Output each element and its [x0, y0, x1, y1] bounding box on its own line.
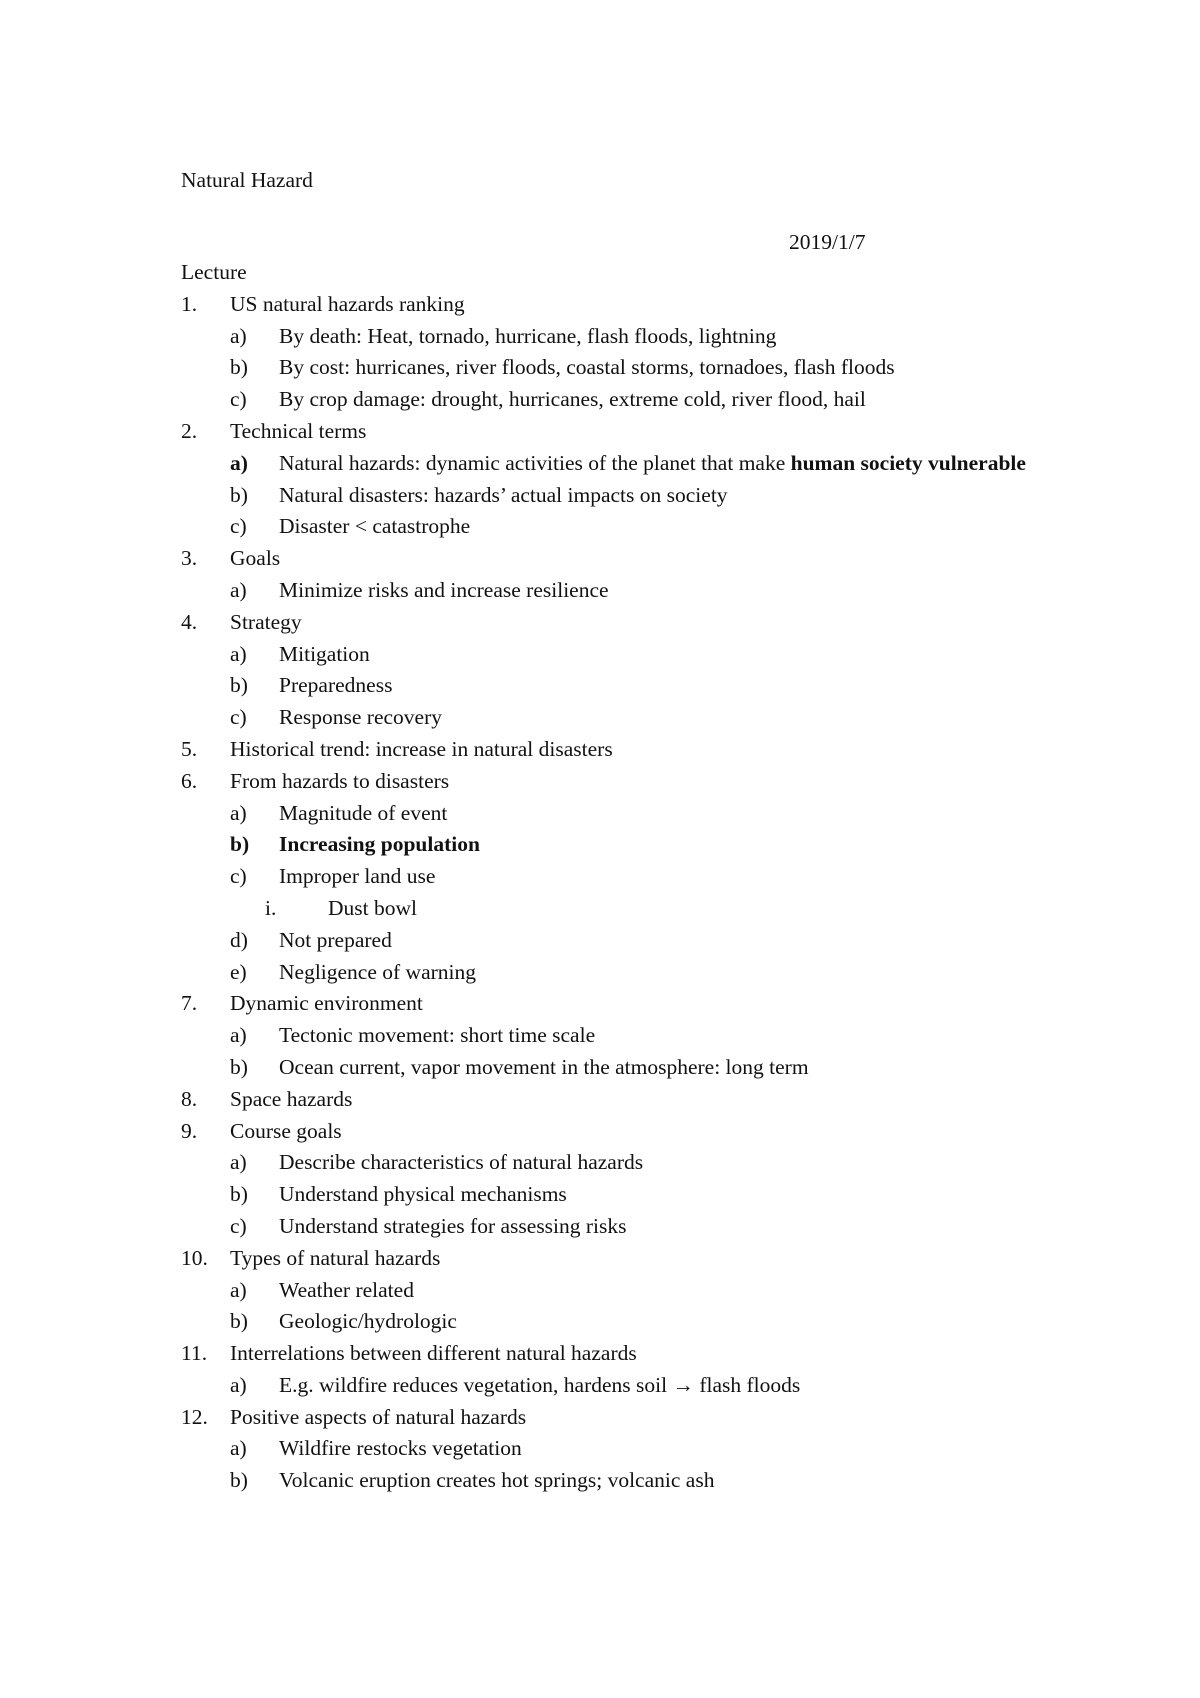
sub-item-text: Preparedness — [279, 673, 393, 698]
item-number: 10. — [181, 1245, 208, 1270]
sub-item-label: a) — [230, 577, 247, 602]
item-number: 4. — [181, 609, 198, 634]
sub-item — [181, 1179, 1061, 1211]
sub-item-label: b) — [230, 1468, 248, 1493]
sub-item-text: Disaster < catastrophe — [279, 514, 471, 539]
list-item — [181, 543, 1061, 575]
sub-item-label: e) — [230, 959, 247, 984]
sub-item-label: a) — [230, 1372, 247, 1397]
sub-item-text: Natural disasters: hazards’ actual impacts on society — [279, 482, 728, 507]
item-number: 7. — [181, 991, 198, 1016]
sub-item-label: a) — [230, 800, 247, 825]
item-text: Dynamic environment — [230, 991, 423, 1016]
sub-item-label: a) — [230, 1277, 247, 1302]
item-text: US natural hazards ranking — [230, 291, 465, 316]
sub-item-label: a) — [230, 1023, 247, 1048]
item-number: 2. — [181, 418, 198, 443]
sub-item-text: Negligence of warning — [279, 959, 477, 984]
list-item — [181, 766, 1061, 798]
sub-item-text: Tectonic movement: short time scale — [279, 1023, 596, 1048]
item-number: 1. — [181, 291, 198, 316]
sub-item — [181, 1370, 1061, 1402]
sub-item — [181, 957, 1061, 989]
sub-item-label: a) — [230, 1436, 247, 1461]
sub-item-label: c) — [230, 705, 247, 730]
sub-item — [181, 1211, 1061, 1243]
sub-item-label: b) — [230, 1182, 248, 1207]
sub-item-text: Wildfire restocks vegetation — [279, 1436, 522, 1461]
sub-item — [181, 639, 1061, 671]
sub-item-label: a) — [230, 1150, 247, 1175]
item-number: 5. — [181, 736, 198, 761]
sub-item-label: d) — [230, 927, 248, 952]
sub-item — [181, 1147, 1061, 1179]
sub-item — [181, 829, 1061, 861]
sub-item-text — [181, 448, 1049, 480]
sub-item — [181, 480, 1061, 512]
item-text: Positive aspects of natural hazards — [230, 1404, 527, 1429]
sub-item-text: By death: Heat, tornado, hurricane, flash floods, lightning — [279, 323, 777, 348]
sub-item-label: c) — [230, 864, 247, 889]
sub-item — [181, 702, 1061, 734]
sub-item-text: Mitigation — [279, 641, 370, 666]
item-text: Course goals — [230, 1118, 342, 1143]
sub-item-text: Response recovery — [279, 705, 442, 730]
sub-item — [181, 798, 1061, 830]
section-heading: Lecture — [181, 260, 247, 284]
sub-item — [181, 575, 1061, 607]
sub-item-label: b) — [230, 355, 248, 380]
item-text: From hazards to disasters — [230, 768, 450, 793]
sub-item — [181, 448, 1061, 480]
item-text: Historical trend: increase in natural disasters — [230, 736, 613, 761]
sub-item-text: Not prepared — [279, 927, 392, 952]
sub-item-text: By crop damage: drought, hurricanes, extreme cold, river flood, hail — [279, 387, 866, 412]
item-text: Interrelations between different natural hazards — [230, 1341, 637, 1366]
item-number: 6. — [181, 768, 198, 793]
lecture-outline — [181, 257, 1061, 1497]
sub-item-text: Weather related — [279, 1277, 414, 1302]
item-number: 12. — [181, 1404, 208, 1429]
sub-item — [181, 1020, 1061, 1052]
item-text: Types of natural hazards — [230, 1245, 441, 1270]
sub-item-label: b) — [230, 832, 250, 857]
sub-item-label: b) — [230, 1054, 248, 1079]
sub-item — [181, 1465, 1061, 1497]
list-item — [181, 1402, 1061, 1434]
list-item — [181, 988, 1061, 1020]
sub-sub-item-label: i. — [265, 895, 277, 920]
sub-item-text: Magnitude of event — [279, 800, 448, 825]
document-date: 2019/1/7 — [789, 230, 866, 254]
item-text: Space hazards — [230, 1086, 353, 1111]
sub-item-text: Describe characteristics of natural hazards — [279, 1150, 644, 1175]
sub-item-text: Geologic/hydrologic — [279, 1309, 457, 1334]
sub-item-text: Understand physical mechanisms — [279, 1182, 567, 1207]
list-item — [181, 607, 1061, 639]
sub-item — [181, 1306, 1061, 1338]
sub-item — [181, 1433, 1061, 1465]
sub-item-label: b) — [230, 482, 248, 507]
sub-item-text: Increasing population — [279, 832, 480, 857]
sub-item-label: c) — [230, 514, 247, 539]
sub-item-label: c) — [230, 1213, 247, 1238]
sub-item-text: Ocean current, vapor movement in the atmosphere: long term — [279, 1054, 809, 1079]
item-number: 11. — [181, 1341, 208, 1366]
sub-item — [181, 670, 1061, 702]
item-text: Technical terms — [230, 418, 367, 443]
sub-item-label: a) — [230, 323, 247, 348]
sub-sub-item-text: Dust bowl — [328, 895, 417, 920]
document-title: Natural Hazard — [181, 168, 313, 192]
sub-item — [181, 1052, 1061, 1084]
sub-sub-item — [181, 893, 1061, 925]
sub-item — [181, 925, 1061, 957]
sub-item-text: By cost: hurricanes, river floods, coastal storms, tornadoes, flash floods — [279, 355, 895, 380]
sub-item — [181, 321, 1061, 353]
list-item — [181, 1338, 1061, 1370]
item-text: Goals — [230, 546, 281, 571]
sub-item — [181, 352, 1061, 384]
list-item — [181, 1243, 1061, 1275]
sub-item-label: c) — [230, 387, 247, 412]
list-item — [181, 734, 1061, 766]
sub-item-text: Improper land use — [279, 864, 436, 889]
sub-item — [181, 511, 1061, 543]
sub-item — [181, 861, 1061, 893]
sub-item — [181, 384, 1061, 416]
sub-item — [181, 1275, 1061, 1307]
item-number: 8. — [181, 1086, 198, 1111]
sub-item-label: a) — [230, 450, 248, 475]
sub-item-text: Minimize risks and increase resilience — [279, 577, 609, 602]
list-item — [181, 416, 1061, 448]
item-number: 9. — [181, 1118, 198, 1143]
sub-item-label: b) — [230, 673, 248, 698]
sub-item-text: Volcanic eruption creates hot springs; volcanic ash — [279, 1468, 715, 1493]
list-item — [181, 289, 1061, 321]
list-item — [181, 1116, 1061, 1148]
sub-item-text: Understand strategies for assessing risks — [279, 1213, 627, 1238]
list-item — [181, 1084, 1061, 1116]
sub-item-label: b) — [230, 1309, 248, 1334]
item-number: 3. — [181, 546, 198, 571]
item-text: Strategy — [230, 609, 302, 634]
sub-item-text-regular: Natural hazards: dynamic activities of the planet that make — [279, 450, 791, 475]
sub-item-text-bold: human society vulnerable — [790, 450, 1026, 475]
sub-item-label: a) — [230, 641, 247, 666]
sub-item-text: E.g. wildfire reduces vegetation, hardens soil → flash floods — [279, 1372, 801, 1397]
